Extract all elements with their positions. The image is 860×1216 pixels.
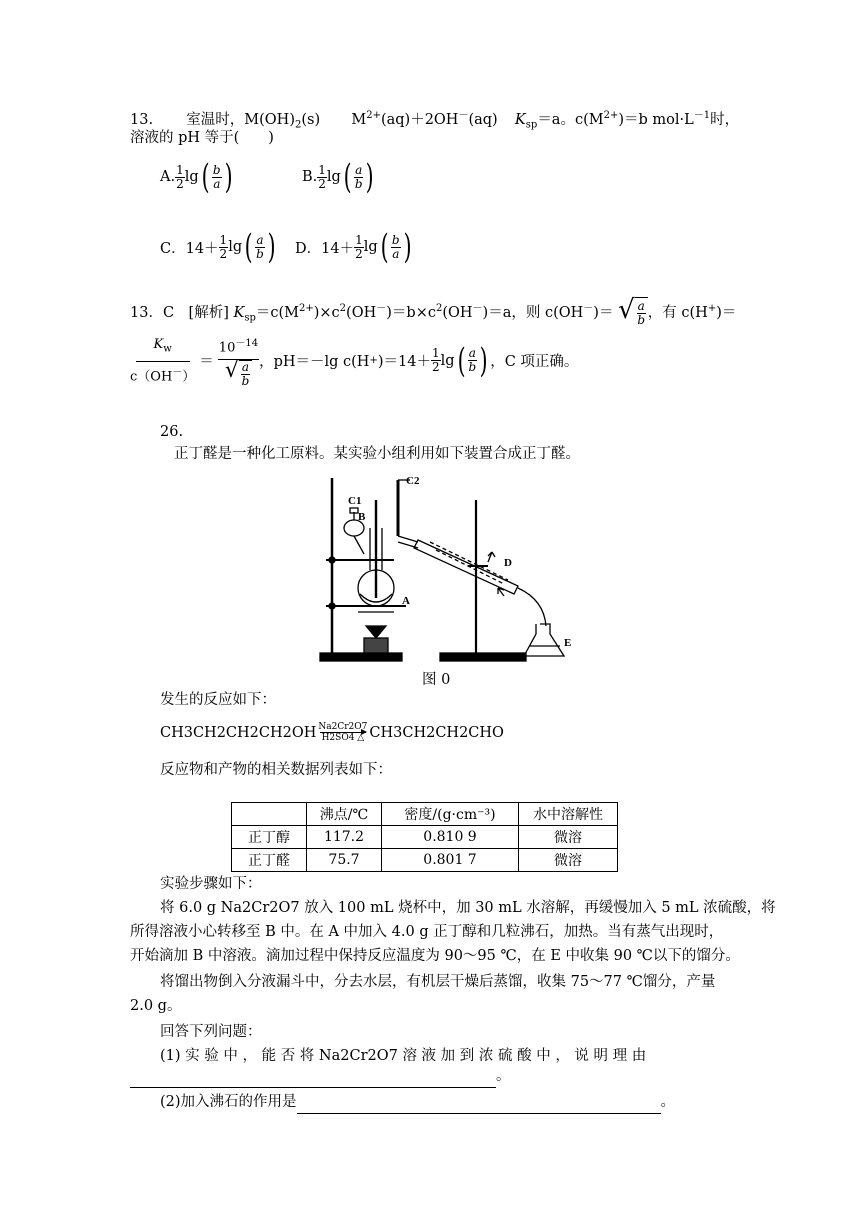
fraction-num: 1	[318, 162, 326, 177]
option-label: C．14＋	[160, 240, 219, 257]
lg-text: lg	[363, 239, 378, 255]
q13-sub: sp	[525, 119, 538, 131]
q13-option-a	[160, 157, 235, 197]
right-paren: )	[403, 227, 412, 267]
c-oh-sup: －	[172, 366, 183, 378]
left-paren: (	[380, 227, 389, 267]
fraction-num: 1	[219, 232, 228, 247]
figure-label: 图 0	[422, 672, 451, 688]
q13-option-b	[302, 157, 377, 197]
step1-line2: 所得溶液小心转移至 B 中。在 A 中加入 4.0 g 正丁醇和几粒沸石，加热。当有蒸气出现时，	[130, 924, 724, 940]
label-d: D	[504, 557, 512, 569]
q26-number: 26.	[160, 424, 184, 440]
lg-text: lg	[184, 169, 199, 185]
q13-sup: 2+	[366, 110, 381, 121]
option-label: D．14＋	[295, 240, 355, 257]
reaction-arrow	[318, 722, 367, 743]
fraction-num: 1	[431, 346, 440, 361]
reaction-title: 发生的反应如下：	[160, 692, 276, 708]
label-c2: C2	[406, 475, 420, 487]
step1-line1: 将 6.0 g Na2Cr2O7 放入 100 mL 烧杯中，加 30 mL 水溶解，再缓慢加入 5 mL 浓硫酸，将	[160, 900, 776, 916]
fraction-num: a	[468, 346, 476, 361]
half-fraction	[219, 234, 229, 261]
sol13-sup: －	[583, 303, 594, 314]
q13-option-c	[160, 227, 414, 267]
question-1-answer-line	[130, 1064, 511, 1088]
q13-text: (aq)	[468, 111, 498, 128]
ratio-fraction	[391, 234, 401, 261]
left-paren: (	[244, 227, 253, 267]
question-2-text: (2)加入沸石的作用是	[160, 1094, 297, 1110]
fraction-num: a	[241, 359, 250, 374]
q13-sup: 2+	[603, 110, 619, 121]
lg-text: lg	[228, 239, 243, 255]
product: CH3CH2CH2CHO	[369, 724, 504, 741]
fraction-den: b	[468, 360, 477, 375]
table-row	[232, 826, 618, 849]
sol13-text: ，pH＝－lg c(H	[259, 354, 370, 371]
sol13-text: ＝c(M	[255, 304, 299, 321]
q13-text: 室温时，M(OH)	[186, 111, 295, 128]
question-2	[160, 1090, 675, 1114]
q13-number: 13.	[130, 111, 154, 128]
label-a: A	[402, 595, 410, 607]
sol13-text: ，C 项正确。	[490, 354, 579, 371]
conical-flask-e	[524, 624, 564, 656]
left-paren: (	[201, 157, 210, 197]
q13-text: )＝b mol·L	[618, 111, 694, 128]
fraction-num: b	[391, 232, 400, 247]
cond-bottom: H2SO4 △	[321, 733, 365, 743]
ratio-fraction	[354, 164, 363, 191]
fraction-num: 1	[176, 162, 184, 177]
fraction-den: 2	[431, 360, 440, 375]
ten-text: 10	[218, 340, 236, 356]
fraction-den: b	[637, 312, 646, 327]
table-cell: 117.2	[307, 826, 382, 849]
fraction-den: b	[241, 373, 250, 388]
q13-text: (s)	[301, 111, 321, 128]
option-label: A.	[160, 169, 176, 185]
table-cell: 0.810 9	[382, 826, 519, 849]
q13-sup: －1	[693, 110, 711, 121]
fraction-den: 2	[176, 176, 184, 191]
fraction-den: 2	[355, 246, 363, 261]
label-e: E	[564, 637, 572, 649]
sol13-sup: －	[472, 303, 483, 314]
fraction-num: 1	[355, 232, 363, 247]
label-c1: C1	[348, 495, 362, 507]
sol13-text: )＝14＋	[377, 354, 431, 371]
step2-line2: 2.0 g。	[130, 998, 182, 1014]
table-cell: 微溶	[519, 826, 618, 849]
half-fraction	[354, 234, 364, 261]
q13-ksp: K	[514, 111, 526, 128]
question-1-end: 。	[496, 1068, 511, 1084]
sol13-sup: －	[376, 303, 387, 314]
reactant: CH3CH2CH2CH2OH	[160, 724, 317, 741]
lg-text: lg	[440, 352, 455, 369]
sol13-text: )＝	[593, 304, 614, 321]
steps-title: 实验步骤如下：	[160, 876, 262, 892]
sol13-text: (OH	[346, 304, 377, 321]
c-oh-end: ）	[182, 368, 196, 384]
q13-sup: －	[458, 110, 469, 121]
label-b: B	[358, 511, 366, 523]
fraction-num: a	[355, 162, 363, 177]
q13-text: 时，	[710, 111, 740, 128]
table-cell: 正丁醛	[232, 849, 307, 872]
sol13-line1: 13．C [解析] $K_{sp}=c(M^{2+})\times c^2(OH^-)=b\times c^2(OH^-)=a$，则 c(OH－)＝ √ $\frac{a}{b}$ ，有 c(H+)＝	[130, 295, 737, 327]
sqrt-a-over-b: √ $\frac{a}{b}$	[618, 297, 648, 328]
right-paren: )	[365, 157, 374, 197]
left-paren: (	[457, 340, 466, 381]
sol13-text: )×c	[313, 304, 340, 321]
kw-fraction	[130, 334, 195, 388]
table-header-row	[232, 803, 618, 826]
right-paren: )	[479, 340, 488, 381]
table-title: 反应物和产物的相关数据列表如下：	[160, 762, 392, 778]
cond-top: Na2Cr2O7	[318, 722, 368, 732]
sol13-text: )＝	[716, 304, 737, 321]
condenser-d	[414, 540, 518, 594]
ten-sup: －14	[235, 338, 259, 350]
fraction-num: a	[256, 232, 264, 247]
ratio-fraction	[255, 234, 264, 261]
sol13-ksp: K	[233, 304, 245, 321]
fraction-den: b	[256, 246, 264, 261]
ten-fraction: $10^{-14}$ √ $\frac{a}{b}$	[218, 334, 259, 387]
q13-sub: 2	[294, 119, 302, 131]
question-1: (1) 实 验 中 ， 能 否 将 Na2Cr2O7 溶 液 加 到 浓 硫 酸 中 ， 说 明 理 由	[160, 1048, 647, 1064]
sol13-text: )＝a，则 c(OH	[482, 304, 584, 321]
option-label: B.	[302, 169, 318, 185]
question-2-end: 。	[660, 1094, 676, 1110]
q13-text: (aq)＋2OH	[380, 111, 459, 128]
ratio-fraction	[212, 164, 222, 191]
step1-line3: 开始滴加 B 中溶液。滴加过程中保持反应温度为 90～95 ℃，在 E 中收集 90 ℃以下的馏分。	[130, 948, 740, 964]
sol13-text: (OH	[442, 304, 473, 321]
table-cell: 75.7	[307, 849, 382, 872]
half-fraction	[431, 347, 441, 374]
distillation-apparatus-figure	[318, 470, 574, 666]
sol13-head: 13．C [解析]	[130, 304, 234, 321]
table-cell: 正丁醇	[232, 826, 307, 849]
sol13-sub: sp	[244, 312, 256, 324]
fraction-den: 2	[318, 176, 326, 191]
data-table	[231, 802, 618, 872]
step2-line1: 将馏出物倒入分液漏斗中，分去水层，有机层干燥后蒸馏，收集 75～77 ℃馏分，产量	[160, 974, 716, 990]
answer-blank-2[interactable]	[297, 1097, 661, 1114]
fraction-num: b	[212, 162, 221, 177]
q13-text: ＝a。c(M	[537, 111, 604, 128]
left-paren: (	[343, 157, 352, 197]
table-header	[232, 803, 307, 826]
answer-blank-1[interactable]	[130, 1071, 496, 1088]
fraction-den: a	[213, 176, 221, 191]
half-fraction	[175, 164, 185, 191]
fraction-den: b	[354, 176, 363, 191]
stand-base-right	[440, 653, 526, 661]
fraction-den: a	[392, 246, 400, 261]
ratio-fraction	[468, 347, 477, 374]
table-header: 沸点/℃	[307, 803, 382, 826]
q13-stem-line1	[130, 104, 740, 131]
answer-title: 回答下列问题：	[160, 1024, 262, 1040]
q13-stem-line2: 溶液的 pH 等于( )	[130, 130, 274, 146]
fraction-den: 2	[219, 246, 228, 261]
sol13-sup: 2+	[298, 303, 314, 314]
adapter	[518, 588, 546, 626]
sol13-text: )＝b×c	[386, 304, 436, 321]
right-paren: )	[224, 157, 233, 197]
fraction-num: a	[637, 298, 645, 313]
half-fraction	[317, 164, 327, 191]
sol13-line2: $\frac{K_w}{c(OH^-)}$ ＝ $10^{-14}$ √ $\frac{a}{b}$ ，pH＝－lg c(H + )＝14＋ $\frac{1}{2}$ lg ( $\frac{a}{b}$ ) ，C 项正确。	[130, 334, 578, 388]
table-cell: 微溶	[519, 849, 618, 872]
table-header: 水中溶解性	[519, 803, 618, 826]
kw-sub: w	[163, 343, 172, 355]
lg-text: lg	[326, 169, 341, 185]
stand-base-left	[320, 653, 402, 661]
reaction-equation	[160, 722, 504, 743]
table-row	[232, 849, 618, 872]
table-cell: 0.801 7	[382, 849, 519, 872]
right-paren: )	[267, 227, 276, 267]
q26-intro: 正丁醛是一种化工原料。某实验小组利用如下装置合成正丁醛。	[174, 446, 580, 462]
c-oh-text: c（OH	[130, 368, 173, 384]
q13-text: M	[351, 111, 367, 128]
table-header: 密度/(g·cm⁻³)	[382, 803, 519, 826]
kw-text: K	[153, 337, 164, 352]
sol13-text: ，有 c(H	[647, 304, 708, 321]
